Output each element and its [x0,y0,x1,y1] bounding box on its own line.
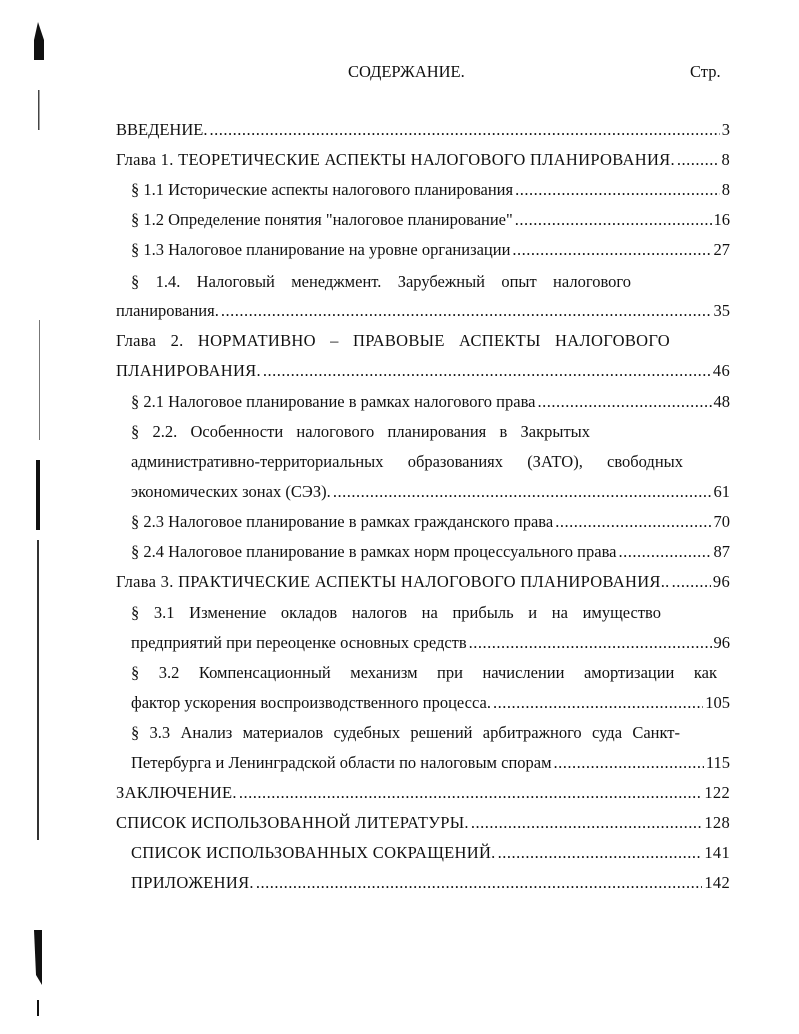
toc-entry-conclusion[interactable]: ЗАКЛЮЧЕНИЕ. ..... 122 [116,781,730,805]
toc-entry-3-1-line-2[interactable]: предприятий при переоценке основных средств ..... 96 [131,631,730,655]
toc-entry-3-1-line-1[interactable]: § 3.1 Изменение окладов налогов на прибыль и на имущество [131,603,661,622]
toc-entry-2-2-line-3[interactable]: экономических зонах (СЭЗ). ..... 61 [131,480,730,504]
toc-entry-1-1[interactable]: § 1.1 Исторические аспекты налогового планирования ..... 8 [131,178,730,202]
toc-entry-2-1[interactable]: § 2.1 Налоговое планирование в рамках налогового права ..... 48 [131,390,730,414]
toc-entry-3-3-line-2[interactable]: Петербурга и Ленинградской области по налоговым спорам ..... 115 [131,751,730,775]
toc-entry-3-2-line-2[interactable]: фактор ускорения воспроизводственного процесса. ..... 105 [131,691,730,715]
toc-entry-abbreviations[interactable]: СПИСОК ИСПОЛЬЗОВАННЫХ СОКРАЩЕНИЙ. ..... 141 [131,841,730,865]
binding-mark-mid [36,460,40,530]
binding-line [38,90,40,130]
toc-entry-1-4-line-2[interactable]: планирования. ..... 35 [116,299,730,323]
toc-entry-2-2-line-2[interactable]: административно-территориальных образованиях (ЗАТО), свободных [131,452,683,471]
binding-mark-top [34,22,44,60]
toc-entry-1-4-line-1[interactable]: § 1.4. Налоговый менеджмент. Зарубежный опыт налогового [131,272,631,291]
binding-edge [28,0,52,1034]
toc-entry-appendices[interactable]: ПРИЛОЖЕНИЯ. ..... 142 [131,871,730,895]
toc-entry-introduction[interactable]: ВВЕДЕНИЕ. ..... 3 [116,118,730,142]
header [0,62,799,84]
binding-mark-bottom [34,930,42,985]
toc-entry-2-4[interactable]: § 2.4 Налоговое планирование в рамках норм процессуального права ..... 87 [131,540,730,564]
toc-entry-chapter-1[interactable]: Глава 1. ТЕОРЕТИЧЕСКИЕ АСПЕКТЫ НАЛОГОВОГО ПЛАНИРОВАНИЯ. ..... 8 [116,148,730,172]
toc-entry-chapter-2-line-1[interactable]: Глава 2. НОРМАТИВНО – ПРАВОВЫЕ АСПЕКТЫ НАЛОГОВОГО [116,331,670,350]
toc-entry-chapter-3[interactable]: Глава 3. ПРАКТИЧЕСКИЕ АСПЕКТЫ НАЛОГОВОГО ПЛАНИРОВАНИЯ.. ..... 96 [116,570,730,594]
toc-entry-2-3[interactable]: § 2.3 Налоговое планирование в рамках гражданского права ..... 70 [131,510,730,534]
binding-line [37,540,39,840]
toc-entry-2-2-line-1[interactable]: § 2.2. Особенности налогового планирования в Закрытых [131,422,590,441]
toc-entry-1-3[interactable]: § 1.3 Налоговое планирование на уровне организации ..... 27 [131,238,730,262]
toc-entry-chapter-2-line-2[interactable]: ПЛАНИРОВАНИЯ. ..... 46 [116,359,730,383]
toc-entry-3-2-line-1[interactable]: § 3.2 Компенсационный механизм при начислении амортизации как [131,663,717,682]
binding-line [39,320,40,440]
toc-entry-3-3-line-1[interactable]: § 3.3 Анализ материалов судебных решений арбитражного суда Санкт- [131,723,680,742]
page-title: СОДЕРЖАНИЕ. [348,62,465,81]
page-column-header: Стр. [690,62,721,81]
toc-entry-bibliography[interactable]: СПИСОК ИСПОЛЬЗОВАННОЙ ЛИТЕРАТУРЫ. ..... 128 [116,811,730,835]
binding-line [37,1000,39,1016]
toc-entry-1-2[interactable]: § 1.2 Определение понятия "налоговое планирование" ..... 16 [131,208,730,232]
